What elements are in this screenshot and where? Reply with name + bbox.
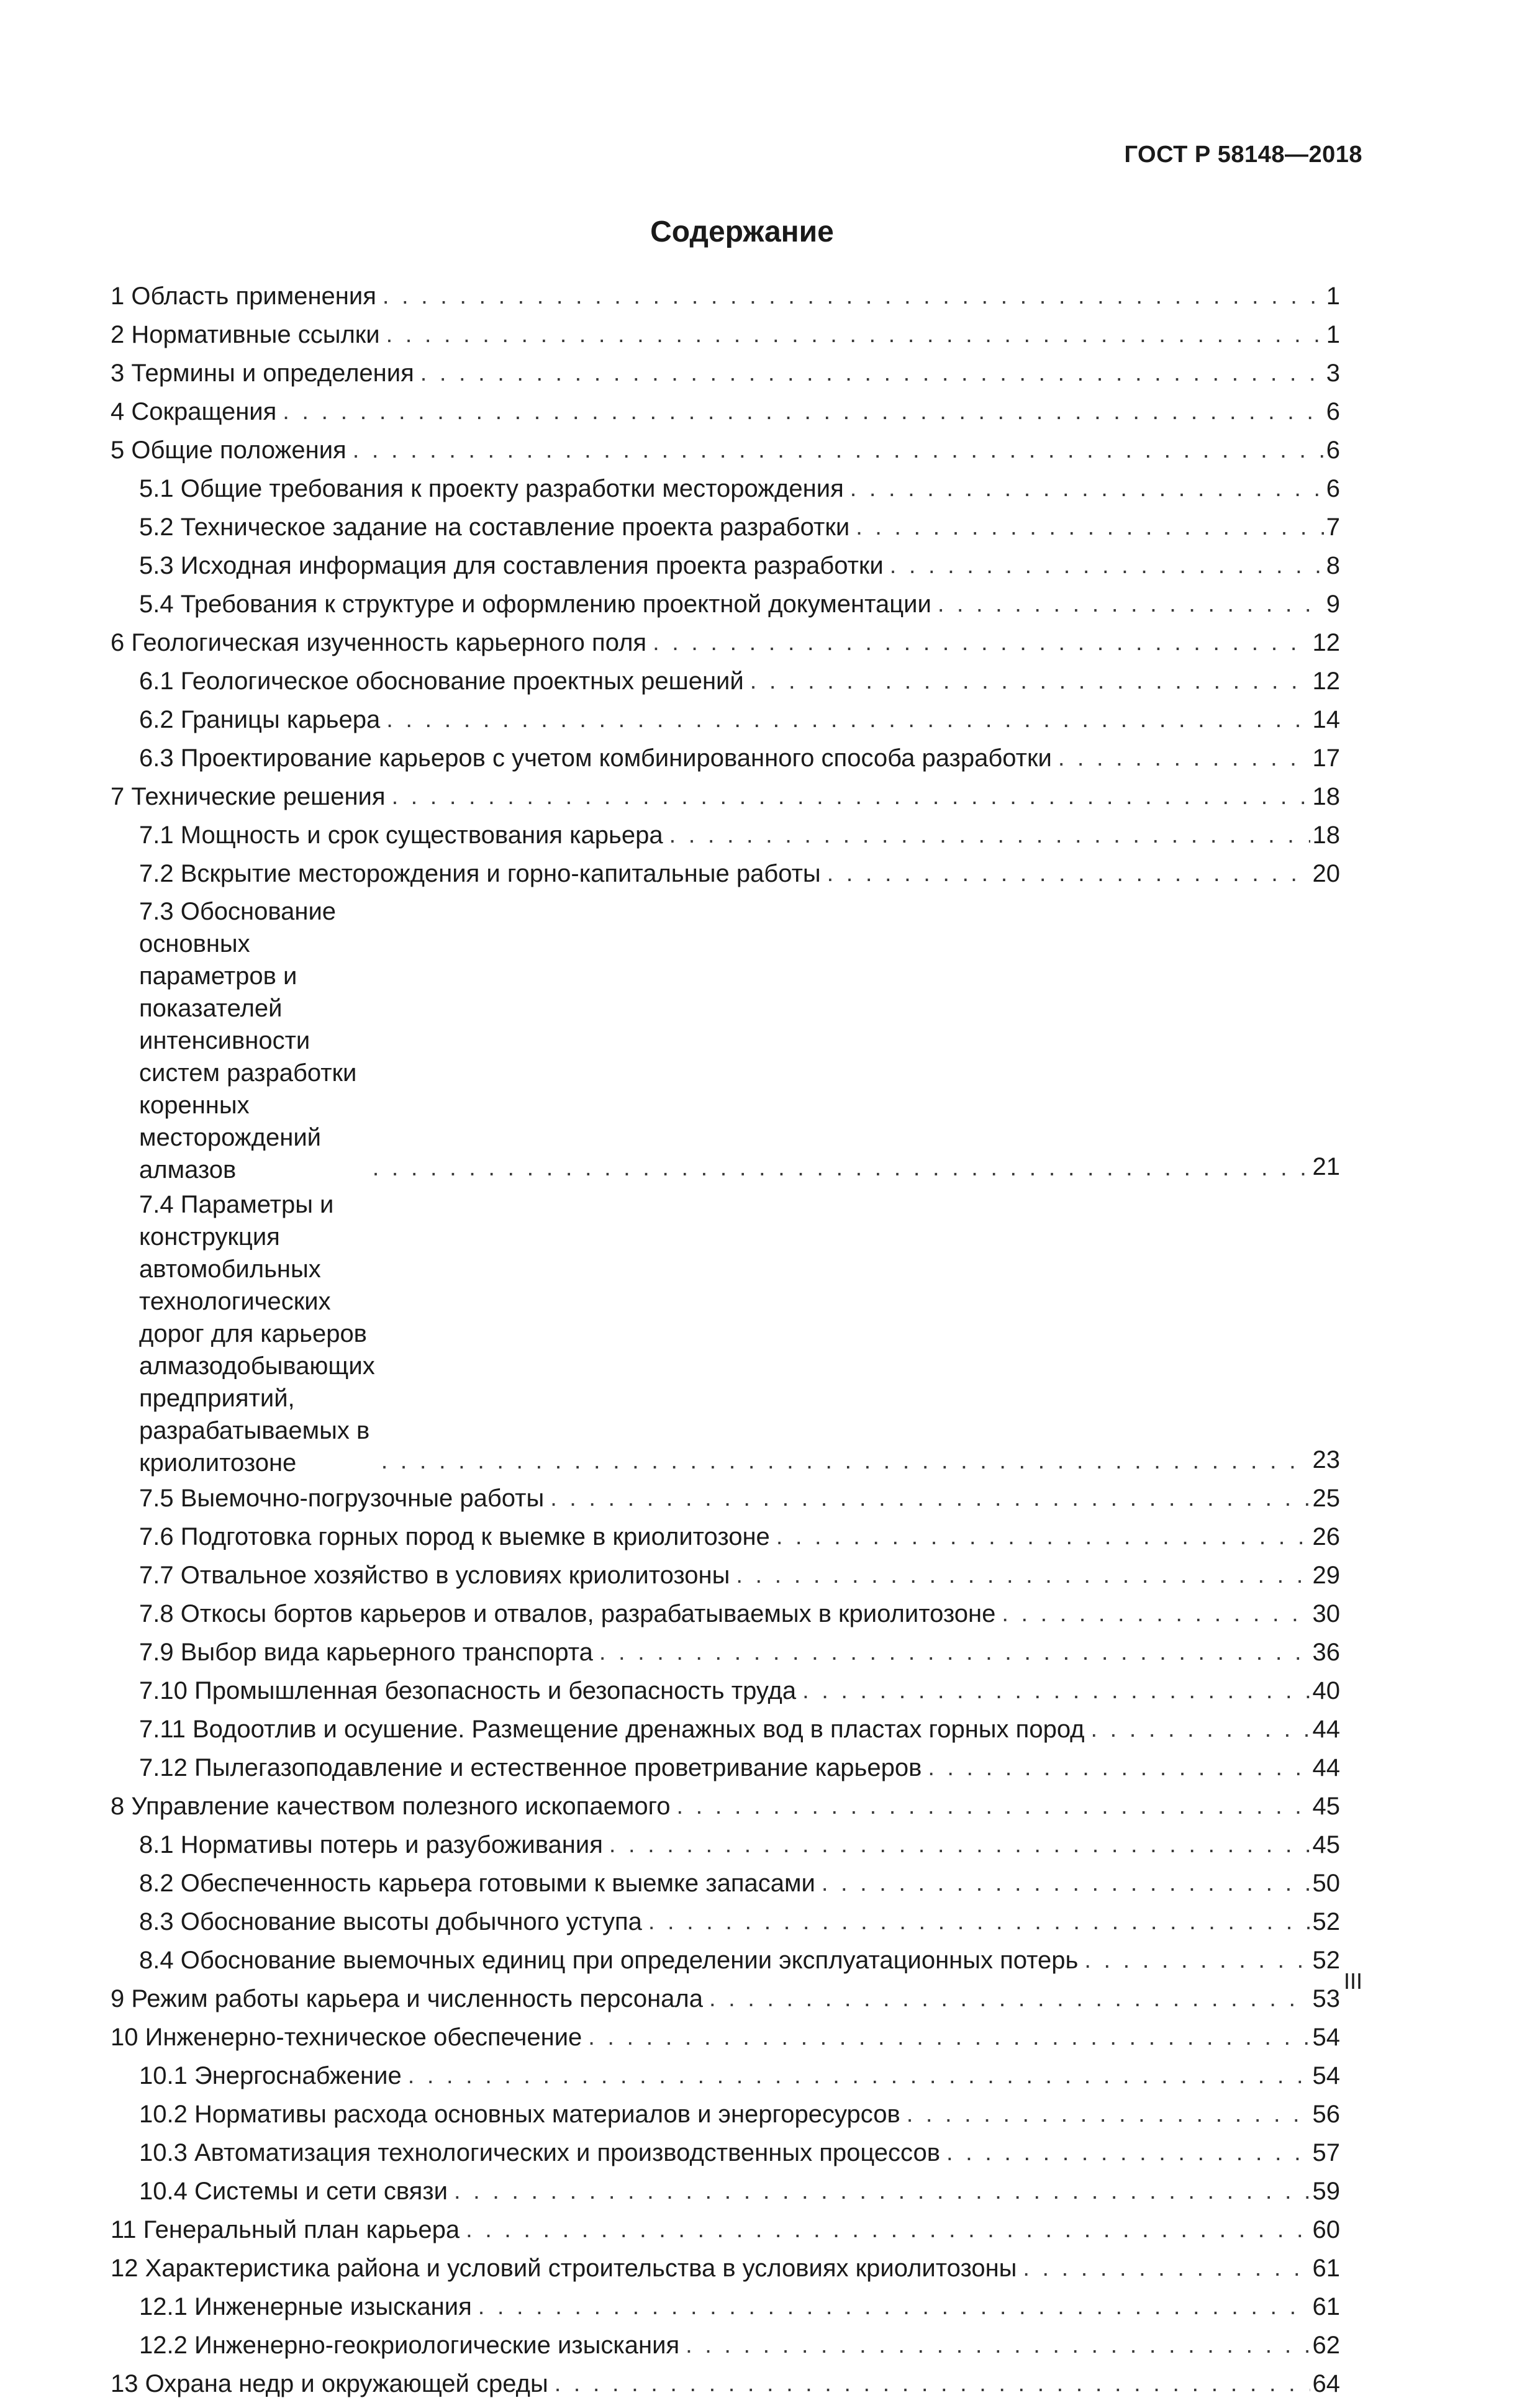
toc-entry-page: 18 <box>1312 783 1340 810</box>
dot-leader <box>709 1980 1310 2018</box>
toc-entry[interactable] <box>111 2057 1340 2095</box>
toc-entry-label: 7.12 Пылегазоподавление и естественное проветривание карьеров <box>139 1754 922 1781</box>
toc-entry-page: 1 <box>1326 321 1340 348</box>
toc-entry-label: 5.1 Общие требования к проекту разработки месторождения <box>139 475 844 502</box>
dot-leader <box>802 1672 1310 1710</box>
toc-entry-label: 7 Технические решения <box>111 783 386 810</box>
toc-entry-page: 12 <box>1312 668 1340 695</box>
toc-entry-page: 59 <box>1312 2178 1340 2205</box>
toc-entry-label: 11 Генеральный план карьера <box>111 2216 460 2243</box>
toc-entry[interactable] <box>111 816 1340 854</box>
toc-entry-label: 7.11 Водоотлив и осушение. Размещение дренажных вод в пластах горных пород <box>139 1716 1085 1743</box>
dot-leader <box>907 2095 1310 2134</box>
toc-entry-page: 45 <box>1312 1793 1340 1820</box>
toc-entry-page: 25 <box>1312 1485 1340 1512</box>
toc-entry-page: 26 <box>1312 1523 1340 1550</box>
toc-entry-label: 13 Охрана недр и окружающей среды <box>111 2370 548 2397</box>
toc-entry[interactable] <box>111 1556 1340 1595</box>
dot-leader <box>1023 2249 1310 2288</box>
dot-leader <box>1091 1710 1310 1749</box>
toc-entry-page: 12 <box>1312 629 1340 656</box>
toc-entry-label: 8.3 Обоснование высоты добычного уступа <box>139 1908 642 1935</box>
dot-leader <box>677 1787 1310 1826</box>
toc-entry-label: 4 Сокращения <box>111 398 277 425</box>
toc-entry[interactable] <box>111 893 1340 1186</box>
toc-entry-label: 8.2 Обеспеченность карьера готовыми к выемке запасами <box>139 1870 815 1897</box>
dot-leader <box>736 1556 1310 1595</box>
toc-entry[interactable] <box>111 1864 1340 1903</box>
toc-entry-label: 6.2 Границы карьера <box>139 706 381 733</box>
dot-leader <box>408 2057 1310 2095</box>
dot-leader <box>648 1903 1310 1941</box>
toc-entry-label: 7.1 Мощность и срок существования карьера <box>139 821 663 849</box>
toc-entry[interactable] <box>111 392 1340 431</box>
toc-entry-page: 9 <box>1326 591 1340 618</box>
toc-entry-label: 7.2 Вскрытие месторождения и горно-капитальные работы <box>139 860 821 887</box>
dot-leader <box>478 2288 1310 2326</box>
toc-entry-label: 7.5 Выемочно-погрузочные работы <box>139 1485 545 1512</box>
toc-entry[interactable] <box>111 354 1340 392</box>
dot-leader <box>856 508 1324 546</box>
dot-leader <box>1084 1941 1310 1980</box>
toc-entry-label: 7.9 Выбор вида карьерного транспорта <box>139 1639 593 1666</box>
toc-entry-label: 3 Термины и определения <box>111 360 414 387</box>
dot-leader <box>1058 739 1310 777</box>
dot-leader <box>373 1150 1310 1186</box>
toc-entry[interactable] <box>111 585 1340 623</box>
toc-entry[interactable] <box>111 2095 1340 2134</box>
document-code: ГОСТ Р 58148—2018 <box>1124 142 1362 168</box>
toc-entry-page: 53 <box>1312 1985 1340 2012</box>
toc-entry[interactable] <box>111 315 1340 354</box>
toc-entry[interactable] <box>111 1941 1340 1980</box>
toc-entry[interactable] <box>111 1826 1340 1864</box>
toc-entry[interactable] <box>111 777 1340 816</box>
toc-entry-label: 12.1 Инженерные изыскания <box>139 2293 472 2320</box>
toc-entry[interactable] <box>111 2134 1340 2172</box>
toc-entry-page: 3 <box>1326 360 1340 387</box>
toc-entry-page: 64 <box>1312 2370 1340 2397</box>
toc-entry-label: 7.10 Промышленная безопасность и безопасность труда <box>139 1677 797 1704</box>
toc-entry-label: 8.1 Нормативы потерь и разубоживания <box>139 1831 603 1858</box>
toc-entry[interactable] <box>111 1672 1340 1710</box>
toc-entry-page: 23 <box>1312 1446 1340 1473</box>
toc-entry[interactable] <box>111 854 1340 893</box>
toc-entry-label: 12.2 Инженерно-геокриологические изыскания <box>139 2332 680 2359</box>
toc-entry-page: 29 <box>1312 1562 1340 1589</box>
toc-entry-label: 6 Геологическая изученность карьерного поля <box>111 629 647 656</box>
toc-entry-page: 54 <box>1312 2062 1340 2089</box>
toc-entry[interactable] <box>111 469 1340 508</box>
toc-entry-page: 54 <box>1312 2024 1340 2051</box>
toc-entry-label: 6.1 Геологическое обоснование проектных решений <box>139 668 744 695</box>
dot-leader <box>1002 1595 1310 1633</box>
dot-leader <box>386 700 1310 739</box>
toc-entry[interactable] <box>111 2365 1340 2403</box>
dot-leader <box>381 1443 1310 1479</box>
toc-entry-label: 6.3 Проектирование карьеров с учетом комбинированного способа разработки <box>139 744 1052 772</box>
dot-leader <box>850 469 1324 508</box>
toc-entry[interactable] <box>111 2018 1340 2057</box>
toc-entry-page: 60 <box>1312 2216 1340 2243</box>
toc-entry-page: 56 <box>1312 2101 1340 2128</box>
toc-entry-page: 7 <box>1326 514 1340 541</box>
table-of-contents <box>111 277 1340 2403</box>
toc-entry-label: 10.3 Автоматизация технологических и производственных процессов <box>139 2139 940 2166</box>
dot-leader <box>555 2365 1310 2403</box>
toc-entry[interactable] <box>111 2211 1340 2249</box>
toc-entry-page: 17 <box>1312 744 1340 772</box>
dot-leader <box>466 2211 1310 2249</box>
toc-entry-page: 44 <box>1312 1754 1340 1781</box>
dot-leader <box>588 2018 1310 2057</box>
dot-leader <box>938 585 1324 623</box>
toc-entry-label: 8 Управление качеством полезного ископаемого <box>111 1793 671 1820</box>
toc-entry-label: 7.4 Параметры и конструкция автомобильных технологических дорог для карьеров алмазодобывающих предприятий, разрабатываемых в криолитозоне <box>139 1191 375 1477</box>
toc-entry-page: 62 <box>1312 2332 1340 2359</box>
dot-leader <box>686 2326 1310 2365</box>
toc-entry[interactable] <box>111 1479 1340 1518</box>
toc-entry-page: 8 <box>1326 552 1340 579</box>
dot-leader <box>599 1633 1310 1672</box>
dot-leader <box>420 354 1324 392</box>
dot-leader <box>609 1826 1310 1864</box>
toc-entry-label: 12 Характеристика района и условий строительства в условиях криолитозоны <box>111 2255 1017 2282</box>
toc-entry-label: 9 Режим работы карьера и численность персонала <box>111 1985 704 2012</box>
page-title: Содержание <box>650 215 834 248</box>
toc-entry[interactable] <box>111 700 1340 739</box>
toc-entry[interactable] <box>111 1749 1340 1787</box>
toc-entry-page: 52 <box>1312 1947 1340 1974</box>
dot-leader <box>776 1518 1310 1556</box>
dot-leader <box>827 854 1310 893</box>
toc-entry-label: 1 Область применения <box>111 283 376 310</box>
toc-entry-label: 2 Нормативные ссылки <box>111 321 380 348</box>
toc-entry-page: 30 <box>1312 1600 1340 1627</box>
toc-entry-label: 5.3 Исходная информация для составления проекта разработки <box>139 552 884 579</box>
toc-entry-page: 57 <box>1312 2139 1340 2166</box>
toc-entry[interactable] <box>111 1186 1340 1479</box>
dot-leader <box>653 623 1310 662</box>
toc-entry-page: 61 <box>1312 2293 1340 2320</box>
toc-entry-page: 52 <box>1312 1908 1340 1935</box>
toc-entry[interactable] <box>111 1518 1340 1556</box>
dot-leader <box>454 2172 1310 2211</box>
toc-entry[interactable] <box>111 2172 1340 2211</box>
toc-entry-page: 61 <box>1312 2255 1340 2282</box>
toc-entry[interactable] <box>111 1903 1340 1941</box>
toc-entry[interactable] <box>111 1980 1340 2018</box>
page-number: III <box>1343 1968 1362 1994</box>
dot-leader <box>928 1749 1310 1787</box>
dot-leader <box>946 2134 1310 2172</box>
dot-leader <box>890 546 1324 585</box>
dot-leader <box>822 1864 1310 1903</box>
toc-entry[interactable] <box>111 739 1340 777</box>
toc-entry-label: 10.4 Системы и сети связи <box>139 2178 448 2205</box>
toc-entry-label: 5 Общие положения <box>111 437 346 464</box>
dot-leader <box>386 315 1324 354</box>
toc-entry[interactable] <box>111 1633 1340 1672</box>
toc-entry[interactable] <box>111 508 1340 546</box>
toc-entry-label: 5.4 Требования к структуре и оформлению проектной документации <box>139 591 931 618</box>
toc-entry[interactable] <box>111 546 1340 585</box>
toc-entry-label: 10.1 Энергоснабжение <box>139 2062 402 2089</box>
toc-entry-page: 21 <box>1312 1153 1340 1180</box>
toc-entry-label: 7.3 Обоснование основных параметров и показателей интенсивности систем разработки коренных месторождений алмазов <box>139 898 357 1183</box>
toc-entry-page: 6 <box>1326 398 1340 425</box>
dot-leader <box>750 662 1310 700</box>
toc-entry-label: 7.6 Подготовка горных пород к выемке в криолитозоне <box>139 1523 770 1550</box>
toc-entry-label: 5.2 Техническое задание на составление проекта разработки <box>139 514 850 541</box>
dot-leader <box>353 431 1324 469</box>
dot-leader <box>669 816 1310 854</box>
toc-entry[interactable] <box>111 1787 1340 1826</box>
dot-leader <box>392 777 1310 816</box>
toc-entry-label: 8.4 Обоснование выемочных единиц при определении эксплуатационных потерь <box>139 1947 1079 1974</box>
toc-entry[interactable] <box>111 2288 1340 2326</box>
toc-entry-label: 10 Инженерно-техническое обеспечение <box>111 2024 582 2051</box>
toc-entry-page: 44 <box>1312 1716 1340 1743</box>
toc-entry-page: 50 <box>1312 1870 1340 1897</box>
dot-leader <box>550 1479 1310 1518</box>
toc-entry-page: 18 <box>1312 821 1340 849</box>
toc-entry-label: 7.7 Отвальное хозяйство в условиях криолитозоны <box>139 1562 730 1589</box>
toc-entry-page: 20 <box>1312 860 1340 887</box>
toc-entry-page: 6 <box>1326 475 1340 502</box>
toc-entry[interactable] <box>111 431 1340 469</box>
toc-entry-page: 14 <box>1312 706 1340 733</box>
toc-entry[interactable] <box>111 2326 1340 2365</box>
toc-entry[interactable] <box>111 623 1340 662</box>
toc-entry[interactable] <box>111 2249 1340 2288</box>
toc-entry-label: 10.2 Нормативы расхода основных материалов и энергоресурсов <box>139 2101 900 2128</box>
toc-entry-page: 40 <box>1312 1677 1340 1704</box>
toc-entry[interactable] <box>111 277 1340 315</box>
toc-entry[interactable] <box>111 1710 1340 1749</box>
dot-leader <box>283 392 1323 431</box>
toc-entry[interactable] <box>111 662 1340 700</box>
toc-entry-page: 36 <box>1312 1639 1340 1666</box>
dot-leader <box>383 277 1324 315</box>
toc-entry[interactable] <box>111 1595 1340 1633</box>
toc-entry-page: 45 <box>1312 1831 1340 1858</box>
toc-entry-page: 1 <box>1326 283 1340 310</box>
toc-entry-label: 7.8 Откосы бортов карьеров и отвалов, разрабатываемых в криолитозоне <box>139 1600 996 1627</box>
toc-entry-page: 6 <box>1326 437 1340 464</box>
